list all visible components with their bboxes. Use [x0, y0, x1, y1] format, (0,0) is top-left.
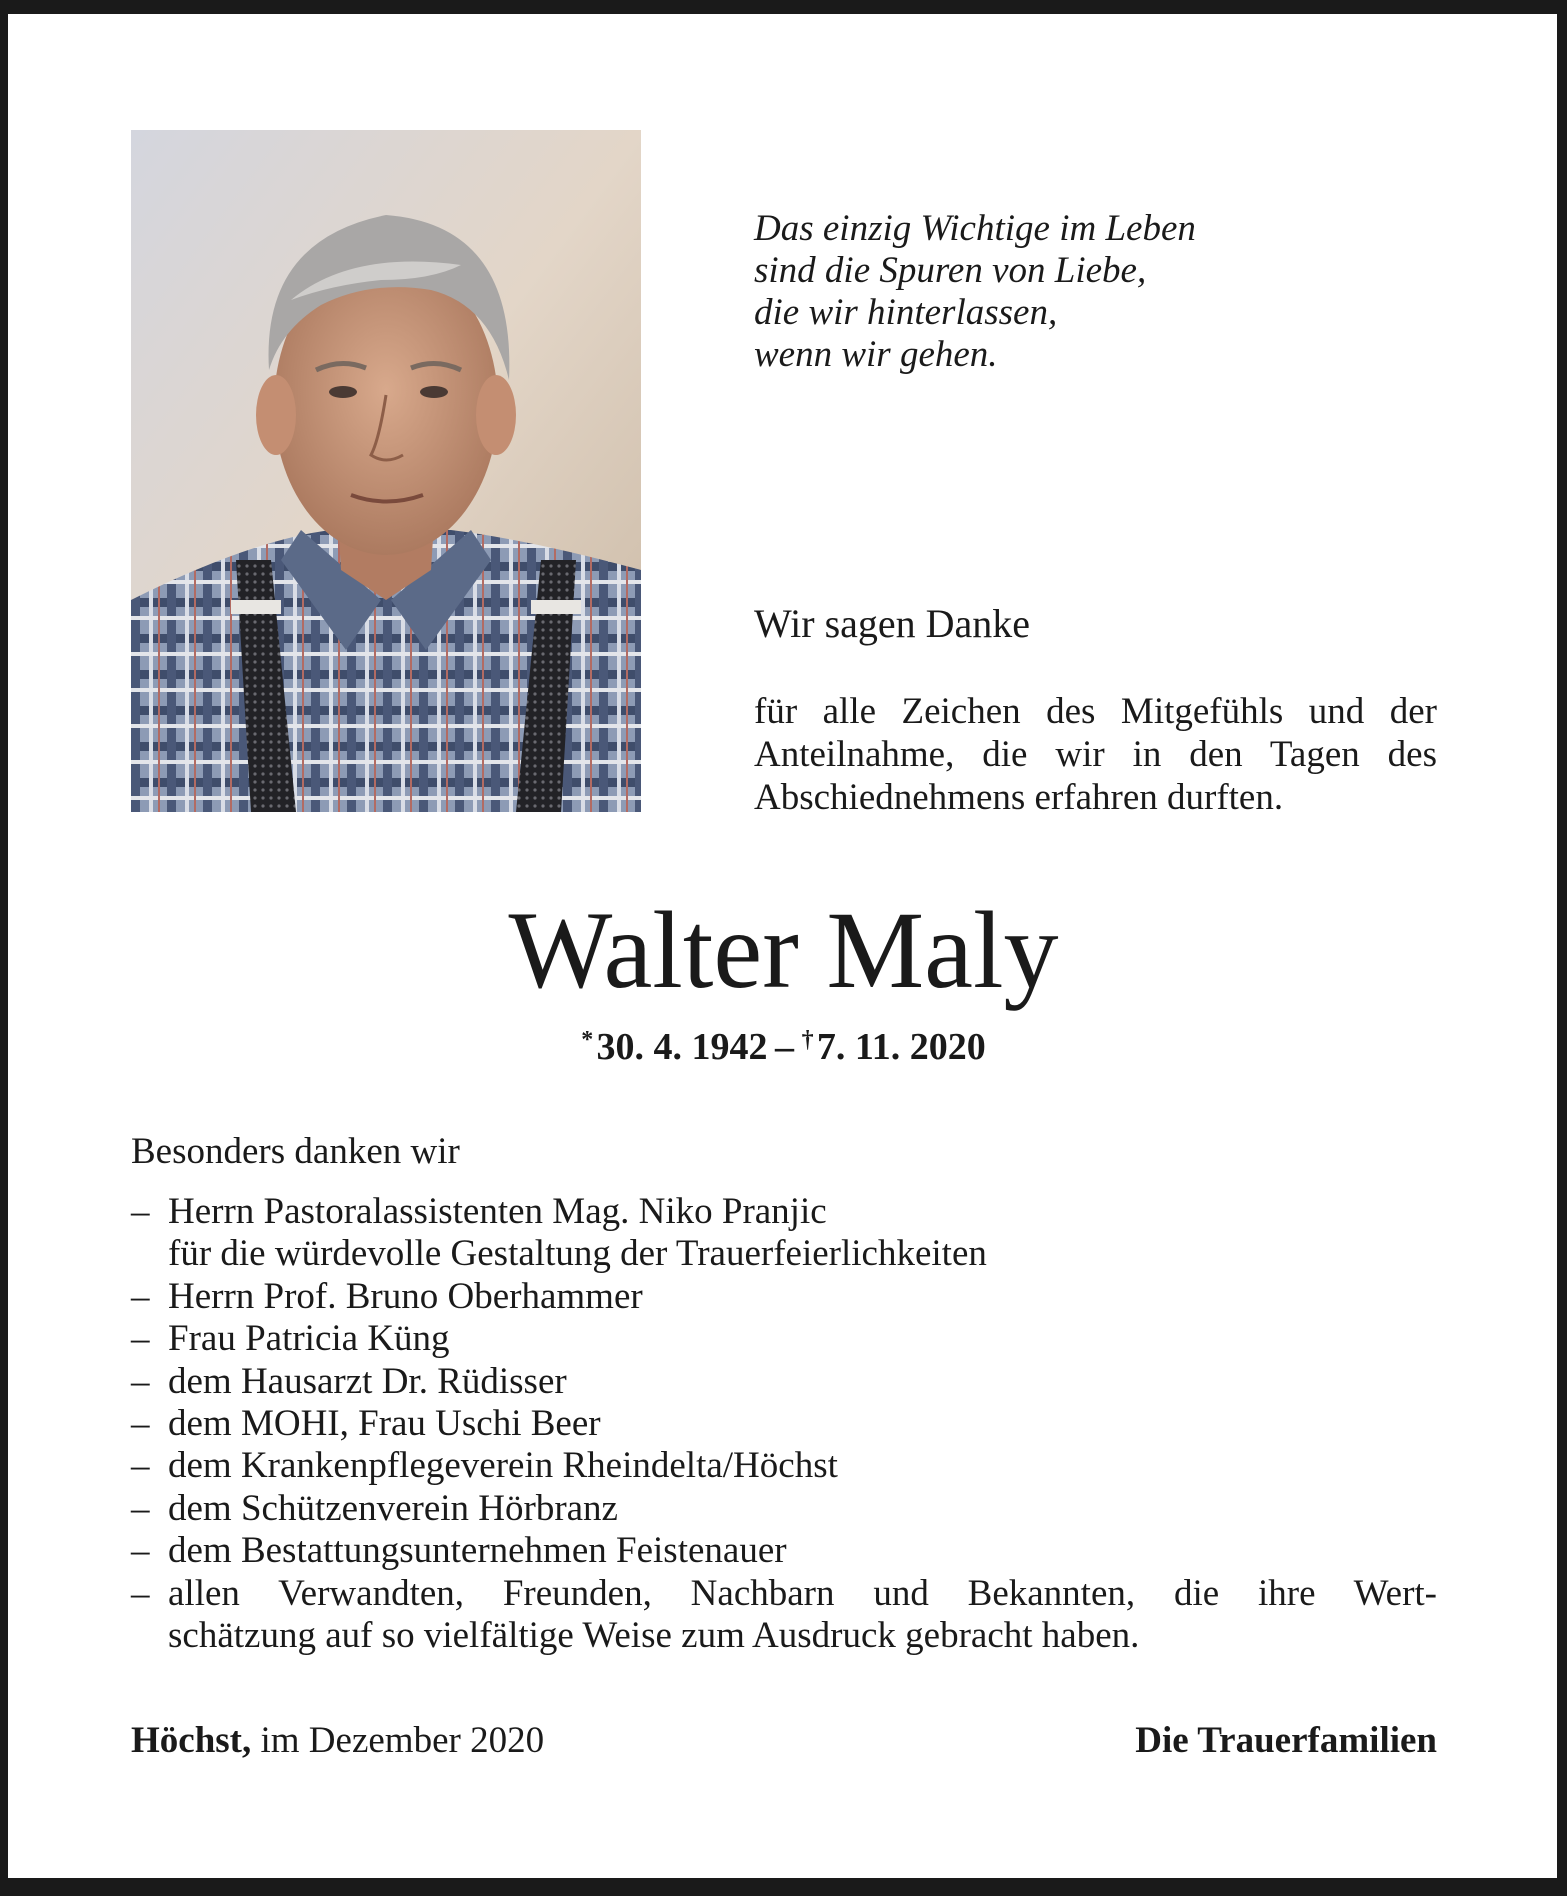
list-item-line: für die würdevolle Gestaltung der Trauerfeierlichkeiten — [168, 1233, 987, 1275]
list-item-line: allen Verwandten, Freunden, Nachbarn und Bekannten, die ihre Wert- — [168, 1572, 1437, 1614]
death-symbol: † — [801, 1027, 814, 1053]
list-dash: – — [131, 1445, 150, 1487]
list-dash: – — [131, 1360, 150, 1402]
list-item-line: Herrn Pastoralassistenten Mag. Niko Pranjic — [168, 1191, 827, 1232]
deceased-name: Walter Maly — [508, 889, 1059, 1011]
thanks-line: Anteilnahme, die wir in den Tagen des — [754, 734, 1437, 775]
list-item-line: dem Krankenpflegeverein Rheindelta/Höchst — [168, 1445, 838, 1487]
place-date — [131, 1717, 544, 1765]
list-dash: – — [131, 1530, 150, 1572]
list-item — [131, 1361, 1437, 1403]
list-item — [131, 1318, 1437, 1360]
list-item-line: dem MOHI, Frau Uschi Beer — [168, 1403, 601, 1445]
list-dash: – — [131, 1318, 150, 1360]
list-item — [131, 1403, 1437, 1445]
list-dash: – — [131, 1191, 150, 1232]
birth-date: 30. 4. 1942 — [596, 1026, 768, 1068]
acknowledgements-list — [131, 1191, 1437, 1657]
death-date: 7. 11. 2020 — [816, 1026, 986, 1068]
birth-symbol: * — [581, 1027, 594, 1053]
memorial-quote — [754, 208, 1196, 376]
list-item-line: Herrn Prof. Bruno Oberhammer — [168, 1275, 643, 1317]
list-dash: – — [131, 1275, 150, 1317]
place-name: Höchst, — [131, 1720, 252, 1761]
list-item — [131, 1445, 1437, 1487]
list-item-line: dem Bestattungsunternehmen Feistenauer — [168, 1530, 787, 1572]
date-separator: – — [775, 1026, 795, 1068]
thanks-heading: Wir sagen Danke — [754, 601, 1031, 646]
list-item — [131, 1191, 1437, 1276]
list-item-line: dem Hausarzt Dr. Rüdisser — [168, 1360, 567, 1402]
quote-line: die wir hinterlassen, — [754, 292, 1058, 333]
signature: Die Trauerfamilien — [1135, 1720, 1437, 1761]
quote-line: wenn wir gehen. — [754, 334, 998, 375]
thanks-line: Abschiednehmens erfahren durften. — [754, 777, 1284, 818]
notice-date: im Dezember 2020 — [260, 1720, 545, 1761]
thanks-body — [754, 690, 1437, 819]
list-item-line: dem Schützenverein Hörbranz — [168, 1487, 618, 1529]
life-dates — [0, 1015, 1567, 1072]
quote-line: Das einzig Wichtige im Leben — [754, 208, 1196, 249]
list-item — [131, 1488, 1437, 1530]
portrait-photo — [131, 130, 641, 812]
list-item-line: Frau Patricia Küng — [168, 1318, 450, 1360]
list-dash: – — [131, 1487, 150, 1529]
list-item — [131, 1530, 1437, 1572]
quote-line: sind die Spuren von Liebe, — [754, 250, 1147, 291]
list-dash: – — [131, 1572, 150, 1614]
list-item — [131, 1573, 1437, 1658]
thanks-line: für alle Zeichen des Mitgefühls und der — [754, 691, 1437, 732]
acknowledgements-intro: Besonders danken wir — [131, 1131, 460, 1172]
list-dash: – — [131, 1403, 150, 1445]
list-item — [131, 1276, 1437, 1318]
list-item-line: schätzung auf so vielfältige Weise zum Ausdruck gebracht haben. — [168, 1615, 1140, 1657]
